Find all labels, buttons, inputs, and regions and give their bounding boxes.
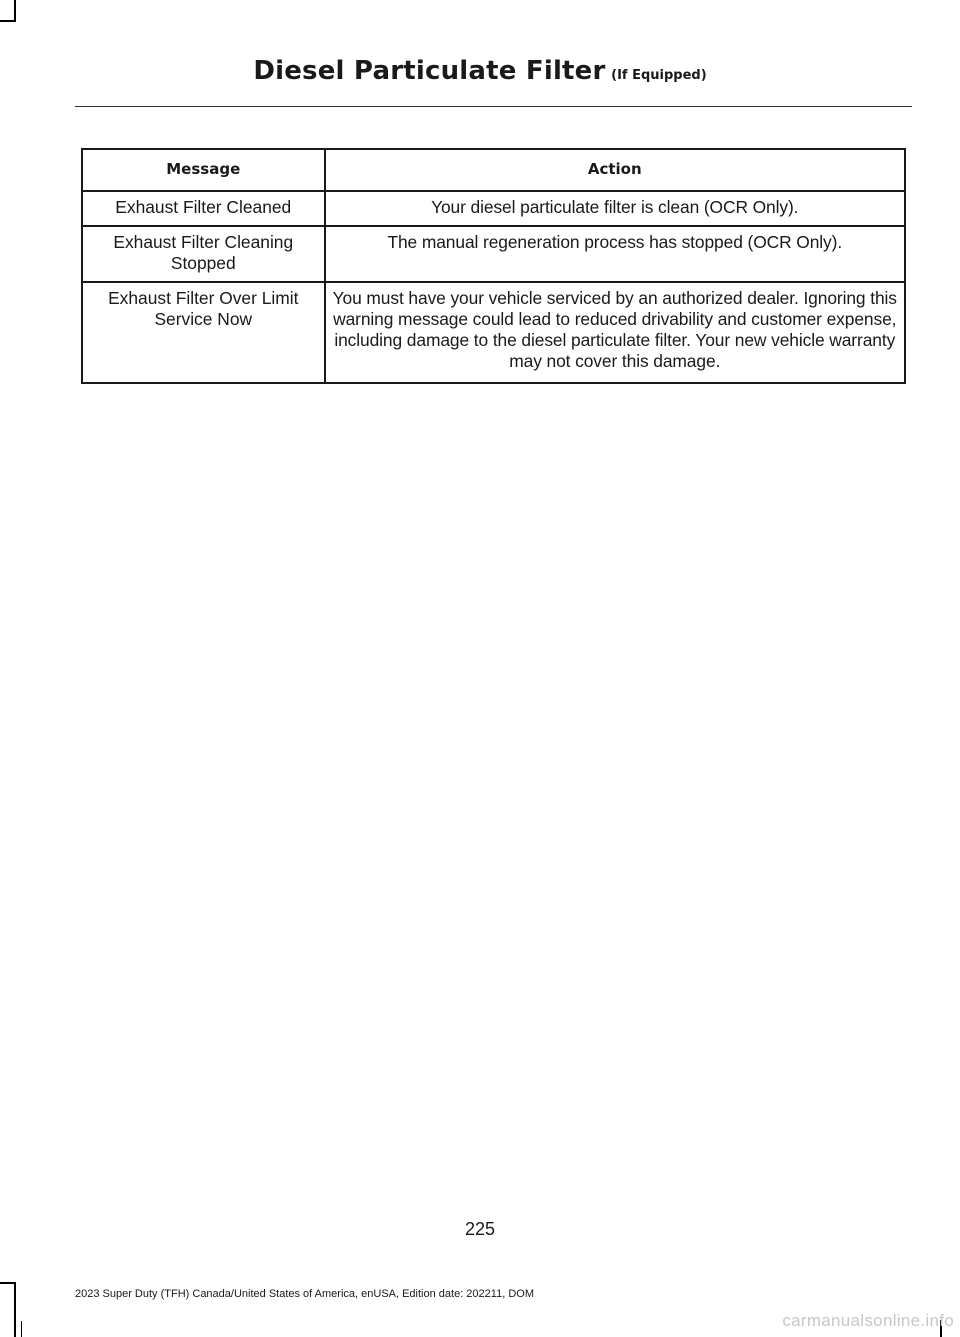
column-header-message: Message xyxy=(82,149,325,191)
message-cell: Exhaust Filter Cleaned xyxy=(82,191,325,226)
crop-mark-bottom-left-vertical xyxy=(14,1282,16,1337)
crop-mark-top-left-horizontal xyxy=(0,20,16,22)
watermark: carmanualsonline.info xyxy=(782,1311,954,1330)
page-title: Diesel Particulate Filter xyxy=(253,56,606,86)
table-row xyxy=(82,191,905,226)
crop-mark-bottom-left-tick xyxy=(21,1321,22,1337)
action-cell: You must have your vehicle serviced by an authorized dealer. Ignoring this warning message could lead to reduced drivability and customer expense, including damage to the diesel particulate filter. Your new vehicle warranty may not cover this damage. xyxy=(325,282,905,383)
page-header xyxy=(0,56,960,86)
message-action-table xyxy=(81,148,906,384)
action-cell: Your diesel particulate filter is clean (OCR Only). xyxy=(325,191,905,226)
table-row xyxy=(82,282,905,383)
action-cell: The manual regeneration process has stopped (OCR Only). xyxy=(325,226,905,282)
edition-note: 2023 Super Duty (TFH) Canada/United States of America, enUSA, Edition date: 202211, DOM xyxy=(75,1288,534,1300)
table-row xyxy=(82,226,905,282)
column-header-action: Action xyxy=(325,149,905,191)
page-subtitle: (If Equipped) xyxy=(611,68,707,83)
table-header-row xyxy=(82,149,905,191)
page-number: 225 xyxy=(464,1219,496,1239)
crop-mark-bottom-left-horizontal xyxy=(0,1282,16,1284)
crop-mark-top-left-vertical xyxy=(14,0,16,22)
message-cell: Exhaust Filter Cleaning Stopped xyxy=(82,226,325,282)
message-cell: Exhaust Filter Over Limit Service Now xyxy=(82,282,325,383)
header-divider xyxy=(75,106,912,107)
